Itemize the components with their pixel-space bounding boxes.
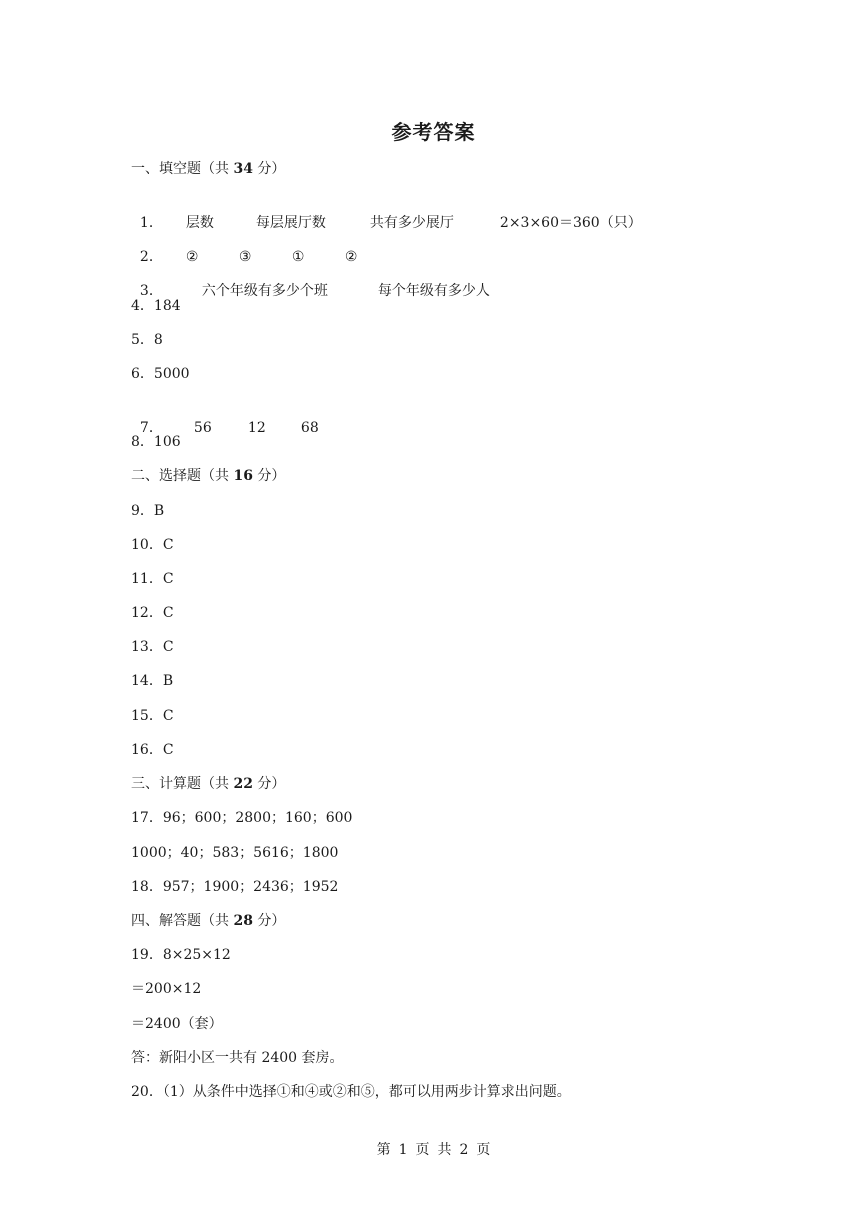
answer-blank: 12	[247, 420, 266, 436]
total-page-number: 2	[459, 1142, 469, 1158]
section-label: 二、选择题（共	[131, 468, 234, 484]
current-page-number: 1	[398, 1142, 408, 1158]
answer-blank: 2×3×60＝360（只）	[499, 215, 642, 231]
section-label: 四、解答题（共	[131, 913, 234, 929]
section-suffix: 分）	[252, 776, 286, 792]
answer-row-11: 11．C	[131, 571, 174, 587]
answer-row-12: 12．C	[131, 605, 174, 621]
answer-blank: 68	[300, 420, 319, 436]
section-suffix: 分）	[252, 161, 286, 177]
page-footer	[0, 1139, 867, 1159]
answer-blank: ②	[185, 249, 199, 265]
question-number: 1．	[139, 215, 163, 231]
answer-row-10: 10．C	[131, 537, 174, 553]
answer-blank: 共有多少展厅	[369, 215, 454, 231]
footer-text: 第	[376, 1142, 391, 1158]
page-title: 参考答案	[391, 120, 476, 144]
answer-blank: 56	[193, 420, 212, 436]
section-suffix: 分）	[252, 913, 286, 929]
section-heading-fill-blank	[131, 159, 285, 179]
section-suffix: 分）	[252, 468, 286, 484]
footer-text: 页	[476, 1142, 491, 1158]
answer-row-19-result: ＝2400（套）	[131, 1016, 223, 1032]
answer-row-14: 14．B	[131, 673, 174, 689]
answer-row-15: 15．C	[131, 708, 174, 724]
answer-row-6: 6．5000	[131, 366, 190, 382]
answer-row-19-step: ＝200×12	[131, 981, 202, 997]
answer-row-16: 16．C	[131, 742, 174, 758]
section-heading-calculation	[131, 774, 285, 794]
question-number: 7．	[139, 420, 163, 436]
answer-blank: ③	[238, 249, 252, 265]
answer-blank: ②	[344, 249, 358, 265]
answer-row-19: 19．8×25×12	[131, 947, 231, 963]
question-number: 3．	[139, 283, 163, 299]
section-score: 22	[233, 776, 253, 792]
answer-row-3	[131, 261, 490, 301]
answer-blank: ①	[291, 249, 305, 265]
question-number: 2．	[139, 249, 163, 265]
answer-blank: 六个年级有多少个班	[201, 283, 328, 299]
answer-row-20: 20．（1）从条件中选择①和④或②和⑤，都可以用两步计算求出问题。	[131, 1084, 571, 1100]
answer-row-17-continued: 1000；40；583；5616；1800	[131, 845, 339, 861]
answer-row-8: 8．106	[131, 434, 181, 450]
section-heading-multiple-choice	[131, 466, 285, 486]
answer-blank: 每层展厅数	[255, 215, 326, 231]
answer-row-19-conclusion: 答：新阳小区一共有 2400 套房。	[131, 1050, 344, 1066]
answer-row-4: 4．184	[131, 298, 181, 314]
footer-text: 页	[415, 1142, 430, 1158]
answer-row-5: 5．8	[131, 332, 163, 348]
section-label: 三、计算题（共	[131, 776, 234, 792]
answer-row-9: 9．B	[131, 503, 165, 519]
section-label: 一、填空题（共	[131, 161, 234, 177]
section-score: 28	[233, 913, 253, 929]
answer-blank: 每个年级有多少人	[377, 283, 490, 299]
section-score: 16	[233, 468, 253, 484]
answer-row-13: 13．C	[131, 639, 174, 655]
footer-text: 共	[437, 1142, 452, 1158]
section-heading-word-problems	[131, 911, 285, 931]
answer-row-17: 17．96；600；2800；160；600	[131, 810, 353, 826]
answer-row-18: 18．957；1900；2436；1952	[131, 879, 339, 895]
answer-blank: 层数	[185, 215, 214, 231]
section-score: 34	[233, 161, 253, 177]
